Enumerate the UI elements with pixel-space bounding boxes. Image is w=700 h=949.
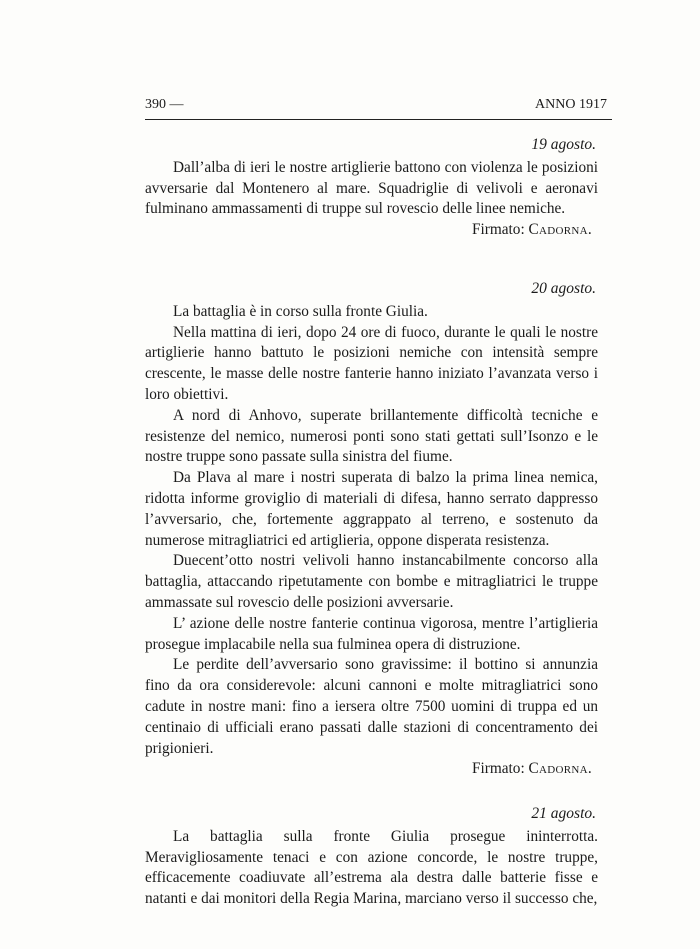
- signature-label: Firmato:: [472, 221, 529, 239]
- entry-date: 20 agosto.: [531, 280, 596, 297]
- running-header: [145, 97, 607, 113]
- header-rule: [145, 119, 612, 120]
- entry-20-agosto: [145, 279, 598, 780]
- paragraph: Da Plava al mare i nostri superata di balzo la prima linea nemica, ridotta informe groviglio di materiali di difesa, hanno serrato dappresso l’avversario, che, fortemente aggrappato al terreno, e sostenuto da numerose mitragliatrici ed artiglieria, oppone disperata resistenza.: [145, 469, 598, 549]
- paragraph: La battaglia sulla fronte Giulia prosegue ininterrotta. Meravigliosamente tenaci e con azione concorde, le nostre truppe, efficacemente coadiuvate all’estrema ala destra dalle batterie fisse e natanti e dai monitori della Regia Marina, marciano verso il successo che,: [145, 827, 598, 908]
- paragraph: L’ azione delle nostre fanterie continua vigorosa, mentre l’artiglieria prosegue implacabile nella sua fulminea opera di distruzione.: [145, 614, 598, 653]
- paragraph: Duecent’otto nostri velivoli hanno instancabilmente concorso alla battaglia, attaccando ripetutamente con bombe e mitragliatrici le truppe ammassate sul rovescio delle posizioni avversarie.: [145, 552, 598, 611]
- signature: [145, 759, 598, 780]
- signature-name: Cadorna.: [528, 760, 592, 778]
- signature-name: Cadorna.: [528, 221, 592, 239]
- entry-19-agosto: [145, 135, 598, 241]
- paragraph: Dall’alba di ieri le nostre artiglierie battono con violenza le posizioni avversarie dal Montenero al mare. Squadriglie di velivoli e aeronavi fulminano ammassamenti di truppe sul rovescio delle linee nemiche.: [145, 158, 598, 218]
- paragraph: Le perdite dell’avversario sono gravissime: il bottino si annunzia fino da ora considerevole: alcuni cannoni e molte mitragliatrici sono cadute in nostre mani: fino a iersera oltre 7500 uomini di truppa ed un centinaio di ufficiali erano passati dalle stazioni di concentramento dei prigionieri.: [145, 656, 598, 757]
- signature-label: Firmato:: [472, 760, 529, 778]
- entry-date: 19 agosto.: [531, 136, 596, 153]
- paragraph: Nella mattina di ieri, dopo 24 ore di fuoco, durante le quali le nostre artiglierie hanno battuto le posizioni nemiche con intensità sempre crescente, le masse delle nostre fanterie hanno iniziato l’avanzata verso i loro obiettivi.: [145, 323, 598, 403]
- running-title: ANNO 1917: [535, 97, 607, 112]
- paragraph: La battaglia è in corso sulla fronte Giulia.: [173, 302, 428, 320]
- page-number: 390 —: [145, 97, 184, 112]
- signature: [145, 220, 598, 241]
- paragraph: A nord di Anhovo, superate brillantemente difficoltà tecniche e resistenze del nemico, numerosi ponti sono stati gettati sull’Isonzo e le nostre truppe sono passate sulla sinistra del fiume.: [145, 406, 598, 466]
- entry-21-agosto: [145, 804, 598, 910]
- entry-date: 21 agosto.: [531, 805, 596, 822]
